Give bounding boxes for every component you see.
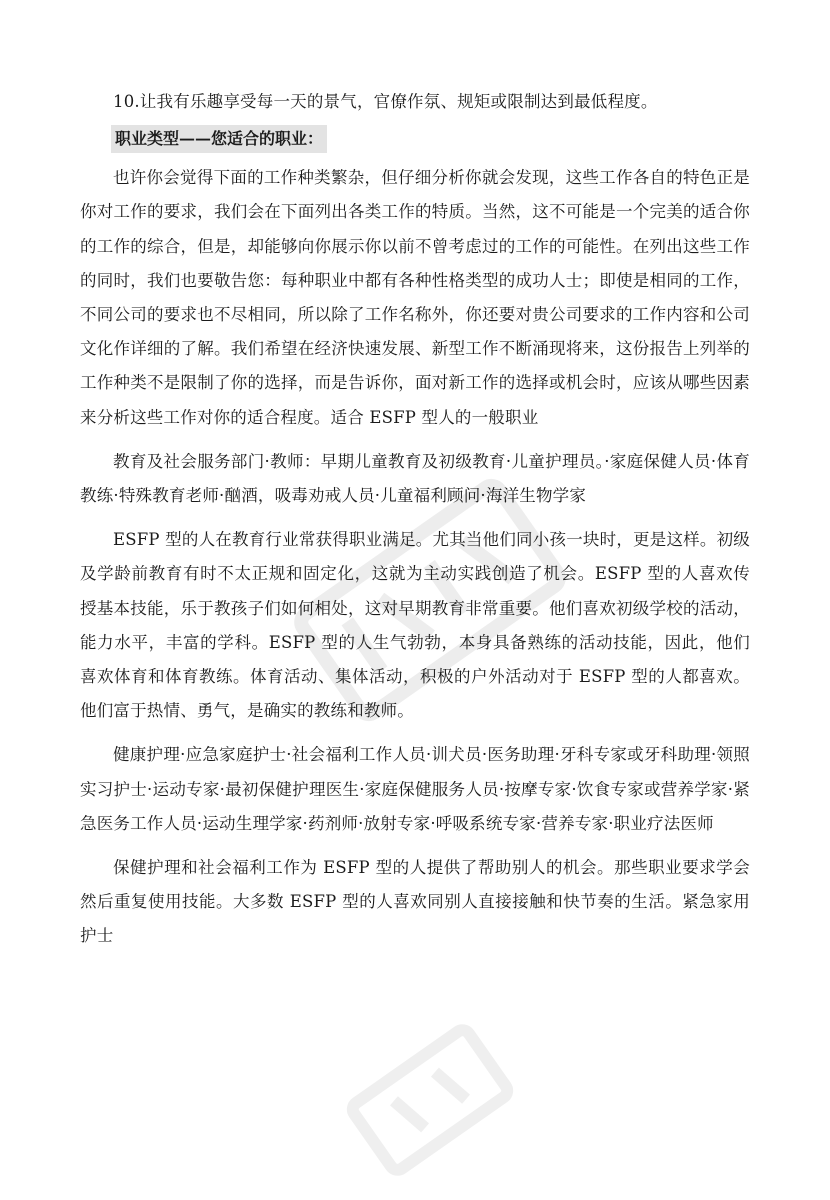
document-body xyxy=(80,85,750,954)
intro-paragraph: 也许你会觉得下面的工作种类繁杂，但仔细分析你就会发现，这些工作各自的特色正是你对工作的要求，我们会在下面列出各类工作的特质。当然，这不可能是一个完美的适合你的工作的综合，但是，却能够向你展示你以前不曾考虑过的工作的可能性。在列出这些工作的同时，我们也要敬告您：每种职业中都有各种性格类型的成功人士；即使是相同的工作，不同公司的要求也不尽相同，所以除了工作名称外，你还要对贵公司要求的工作内容和公司文化作详细的了解。我们希望在经济快速发展、新型工作不断涌现将来，这份报告上列举的工作种类不是限制了你的选择，而是告诉你，面对新工作的选择或机会时，应该从哪些因素来分析这些工作对你的适合程度。适合 ESFP 型人的一般职业 xyxy=(80,168,750,427)
education-jobs-paragraph: 教育及社会服务部门·教师：早期儿童教育及初级教育·儿童护理员。·家庭保健人员·体育教练·特殊教育老师·酗酒，吸毒劝戒人员·儿童福利顾问·海洋生物学家 xyxy=(80,451,750,506)
health-jobs-paragraph: 健康护理·应急家庭护士·社会福利工作人员·训犬员·医务助理·牙科专家或牙科助理·领照实习护士·运动专家·最初保健护理医生·家庭保健服务人员·按摩专家·饮食专家或营养学家·紧急医务工作人员·运动生理学家·药剂师·放射专家·呼吸系统专家·营养专家·职业疗法医师 xyxy=(80,745,750,833)
education-description-paragraph: ESFP 型的人在教育行业常获得职业满足。尤其当他们同小孩一块时，更是这样。初级及学龄前教育有时不太正规和固定化，这就为主动实践创造了机会。ESFP 型的人喜欢传授基本技能，乐于教孩子们如何相处，这对早期教育非常重要。他们喜欢初级学校的活动，能力水平，丰富的学科。ESFP 型的人生气勃勃，本身具备熟练的活动技能，因此，他们喜欢体育和体育教练。体育活动、集体活动，积极的户外活动对于 ESFP 型的人都喜欢。他们富于热情、勇气，是确实的教练和教师。 xyxy=(80,530,750,721)
health-description-paragraph: 保健护理和社会福利工作为 ESFP 型的人提供了帮助别人的机会。那些职业要求学会然后重复使用技能。大多数 ESFP 型的人喜欢同别人直接接触和快节奏的生活。紧急家用护士 xyxy=(80,858,750,946)
watermark-logo-bottom xyxy=(330,1000,530,1200)
list-item-10: 10.让我有乐趣享受每一天的景气，官僚作氛、规矩或限制达到最低程度。 xyxy=(113,92,658,111)
section-heading: 职业类型——您适合的职业： xyxy=(111,125,327,153)
